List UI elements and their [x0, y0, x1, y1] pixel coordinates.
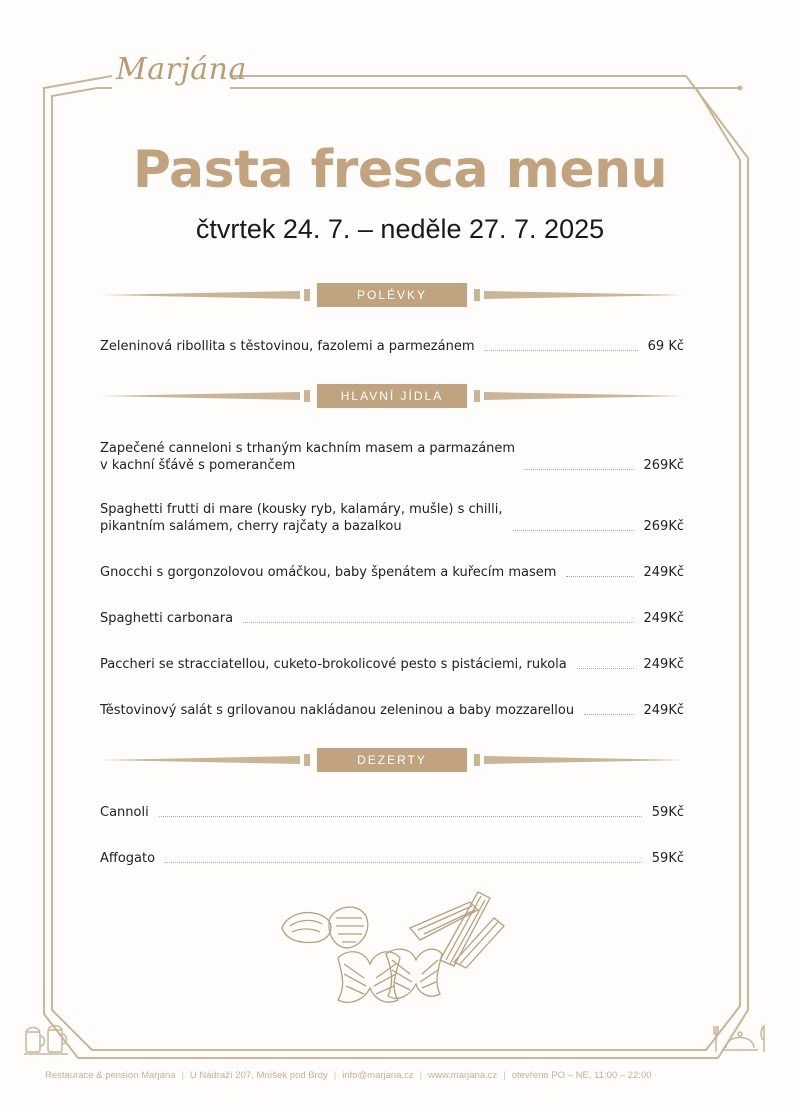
- menu-item: [100, 564, 684, 581]
- date-range: čtvrtek 24. 7. – neděle 27. 7. 2025: [195, 214, 605, 244]
- item-price: 249Kč: [643, 611, 684, 626]
- footer-contact: [45, 1070, 765, 1081]
- footer-separator: |: [503, 1070, 506, 1081]
- dotted-leader: [485, 350, 638, 351]
- restaurant-logo: Marjána: [116, 52, 247, 87]
- section-label-desserts: DEZERTY: [357, 753, 427, 767]
- section-header-desserts: [100, 748, 684, 772]
- item-name: Affogato: [100, 851, 156, 866]
- pasta-illustration-icon: [278, 888, 508, 1023]
- menu-item: [100, 656, 684, 673]
- footer-address: U Nádraží 207, Mníšek pod Brdy: [189, 1070, 328, 1081]
- item-name: Gnocchi s gorgonzolovou omáčkou, baby špenátem a kuřecím masem: [100, 565, 557, 580]
- dotted-leader: [584, 714, 633, 715]
- footer-separator: |: [181, 1070, 184, 1081]
- menu-item: [100, 440, 684, 474]
- item-price: 249Kč: [643, 703, 684, 718]
- item-name: Těstovinový salát s grilovanou nakládanou zeleninou a baby mozzarellou: [100, 703, 575, 718]
- section-header-main-dishes: [100, 384, 684, 408]
- section-header-soups: [100, 283, 684, 307]
- item-name: Cannoli: [100, 805, 149, 820]
- footer-website-link[interactable]: www.marjana.cz: [428, 1070, 498, 1081]
- item-price: 249Kč: [643, 657, 684, 672]
- menu-item: [100, 338, 684, 355]
- section-label-soups: POLÉVKY: [356, 288, 428, 302]
- dotted-leader: [159, 816, 642, 817]
- item-price: 269Kč: [643, 519, 684, 534]
- page-title: Pasta fresca menu: [132, 140, 668, 200]
- dotted-leader: [566, 576, 633, 577]
- dotted-leader: [513, 530, 634, 531]
- item-price: 69 Kč: [647, 339, 684, 354]
- cloche-cutlery-icon: [712, 1020, 768, 1056]
- menu-item: [100, 702, 684, 719]
- footer-opening-hours: otevřeno PO – NE, 11:00 – 22:00: [511, 1070, 652, 1081]
- menu-item: [100, 804, 684, 821]
- dotted-leader: [165, 862, 642, 863]
- item-name: Spaghetti frutti di mare (kousky ryb, kalamáry, mušle) s chilli, pikantním salámem, cherry rajčaty a bazalkou: [100, 502, 503, 534]
- dotted-leader: [577, 668, 634, 669]
- section-label-main-dishes: HLAVNÍ JÍDLA: [340, 389, 444, 403]
- menu-item: [100, 610, 684, 627]
- footer-separator: |: [333, 1070, 337, 1081]
- item-name: Zapečené canneloni s trhaným kachním masem a parmazánem v kachní šťávě s pomerančem: [100, 441, 516, 473]
- footer-name: Restaurace & pension Marjána: [45, 1070, 176, 1081]
- item-price: 249Kč: [643, 565, 684, 580]
- footer-email-link[interactable]: info@marjana.cz: [342, 1070, 414, 1081]
- dotted-leader: [243, 622, 633, 623]
- footer-separator: |: [419, 1070, 423, 1081]
- item-name: Zeleninová ribollita s těstovinou, fazolemi a parmezánem: [100, 339, 475, 354]
- menu-item: [100, 850, 684, 867]
- item-name: Spaghetti carbonara: [100, 611, 234, 626]
- menu-item: [100, 501, 684, 535]
- item-price: 269Kč: [643, 458, 684, 473]
- item-name: Paccheri se stracciatellou, cuketo-brokolicové pesto s pistáciemi, rukola: [100, 657, 567, 672]
- item-price: 59Kč: [651, 805, 684, 820]
- beer-mugs-icon: [22, 1020, 70, 1056]
- dotted-leader: [525, 469, 633, 470]
- item-price: 59Kč: [651, 851, 684, 866]
